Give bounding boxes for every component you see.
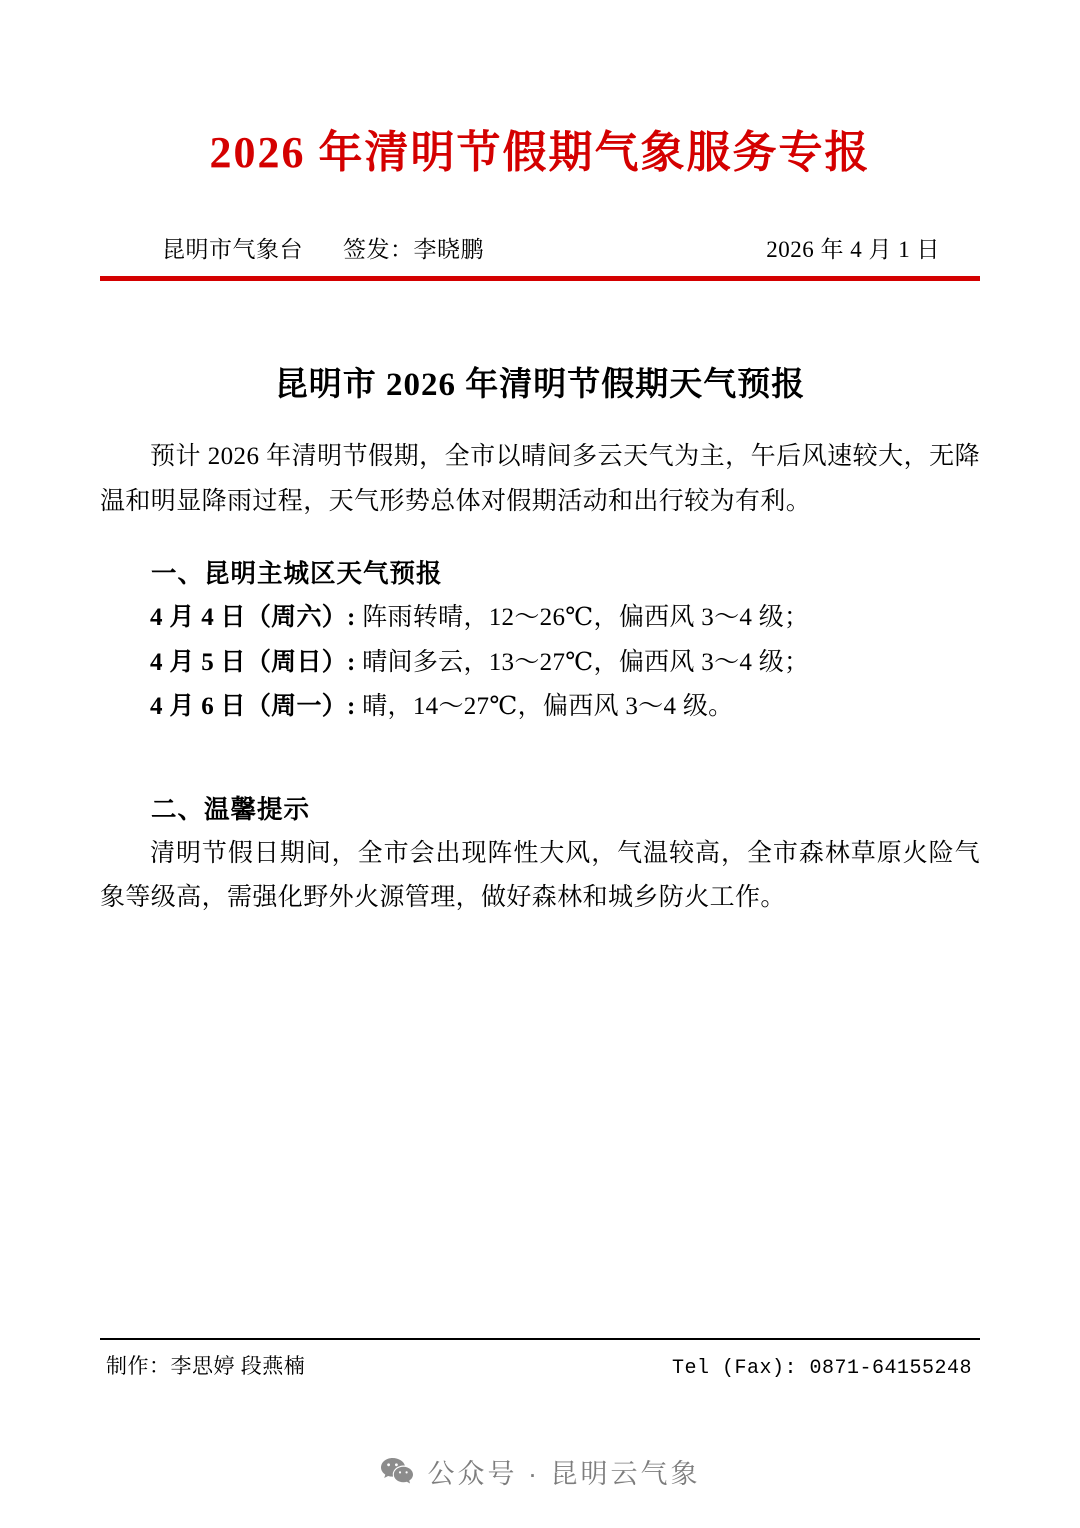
forecast-detail: 阵雨转晴，12～26℃，偏西风 3～4 级； <box>362 604 810 631</box>
forecast-row <box>100 596 980 641</box>
document-body <box>100 330 980 927</box>
forecast-detail: 晴间多云，13～27℃，偏西风 3～4 级； <box>362 648 810 676</box>
document-title: 2026 年清明节假期气象服务专报 <box>209 128 871 177</box>
account-name: 公众号 · 昆明云气象 <box>427 1459 701 1489</box>
forecast-day: 4 月 5 日（周日）: <box>150 648 356 676</box>
masthead <box>100 128 980 281</box>
forecast-detail: 晴，14～27℃，偏西风 3～4 级。 <box>362 693 734 720</box>
signer-label: 签发：李晓鹏 <box>343 236 484 262</box>
heading-forecast: 一、昆明主城区天气预报 <box>151 559 443 588</box>
issuer-label: 昆明市气象台 <box>162 236 303 262</box>
summary-paragraph: 预计 2026 年清明节假期，全市以晴间多云天气为主，午后风速较大，无降温和明显降雨过程，天气形势总体对假期活动和出行较为有利。 <box>100 443 980 515</box>
footer-row <box>100 1350 980 1380</box>
forecast-day: 4 月 6 日（周一）: <box>150 693 356 720</box>
forecast-day: 4 月 4 日（周六）: <box>150 604 356 631</box>
heading-tips: 二、温馨提示 <box>151 794 311 824</box>
forecast-row <box>100 685 980 730</box>
footer-maker: 制作：李思婷 段燕楠 <box>106 1354 306 1378</box>
forecast-row <box>100 641 980 686</box>
issue-date: 2026 年 4 月 1 日 <box>766 236 940 262</box>
account-watermark <box>0 1452 1080 1491</box>
masthead-red-rule <box>100 276 980 281</box>
section-title: 昆明市 2026 年清明节假期天气预报 <box>274 367 806 403</box>
section-spacer <box>100 730 980 760</box>
footer-telephone: Tel (Fax): 0871-64155248 <box>671 1357 972 1380</box>
document-footer <box>100 1338 980 1380</box>
masthead-meta <box>100 231 980 264</box>
footer-rule <box>100 1338 980 1340</box>
wechat-icon <box>380 1457 414 1486</box>
tips-paragraph: 清明节假日期间，全市会出现阵性大风，气温较高，全市森林草原火险气象等级高，需强化野外火源管理，做好森林和城乡防火工作。 <box>100 839 980 911</box>
